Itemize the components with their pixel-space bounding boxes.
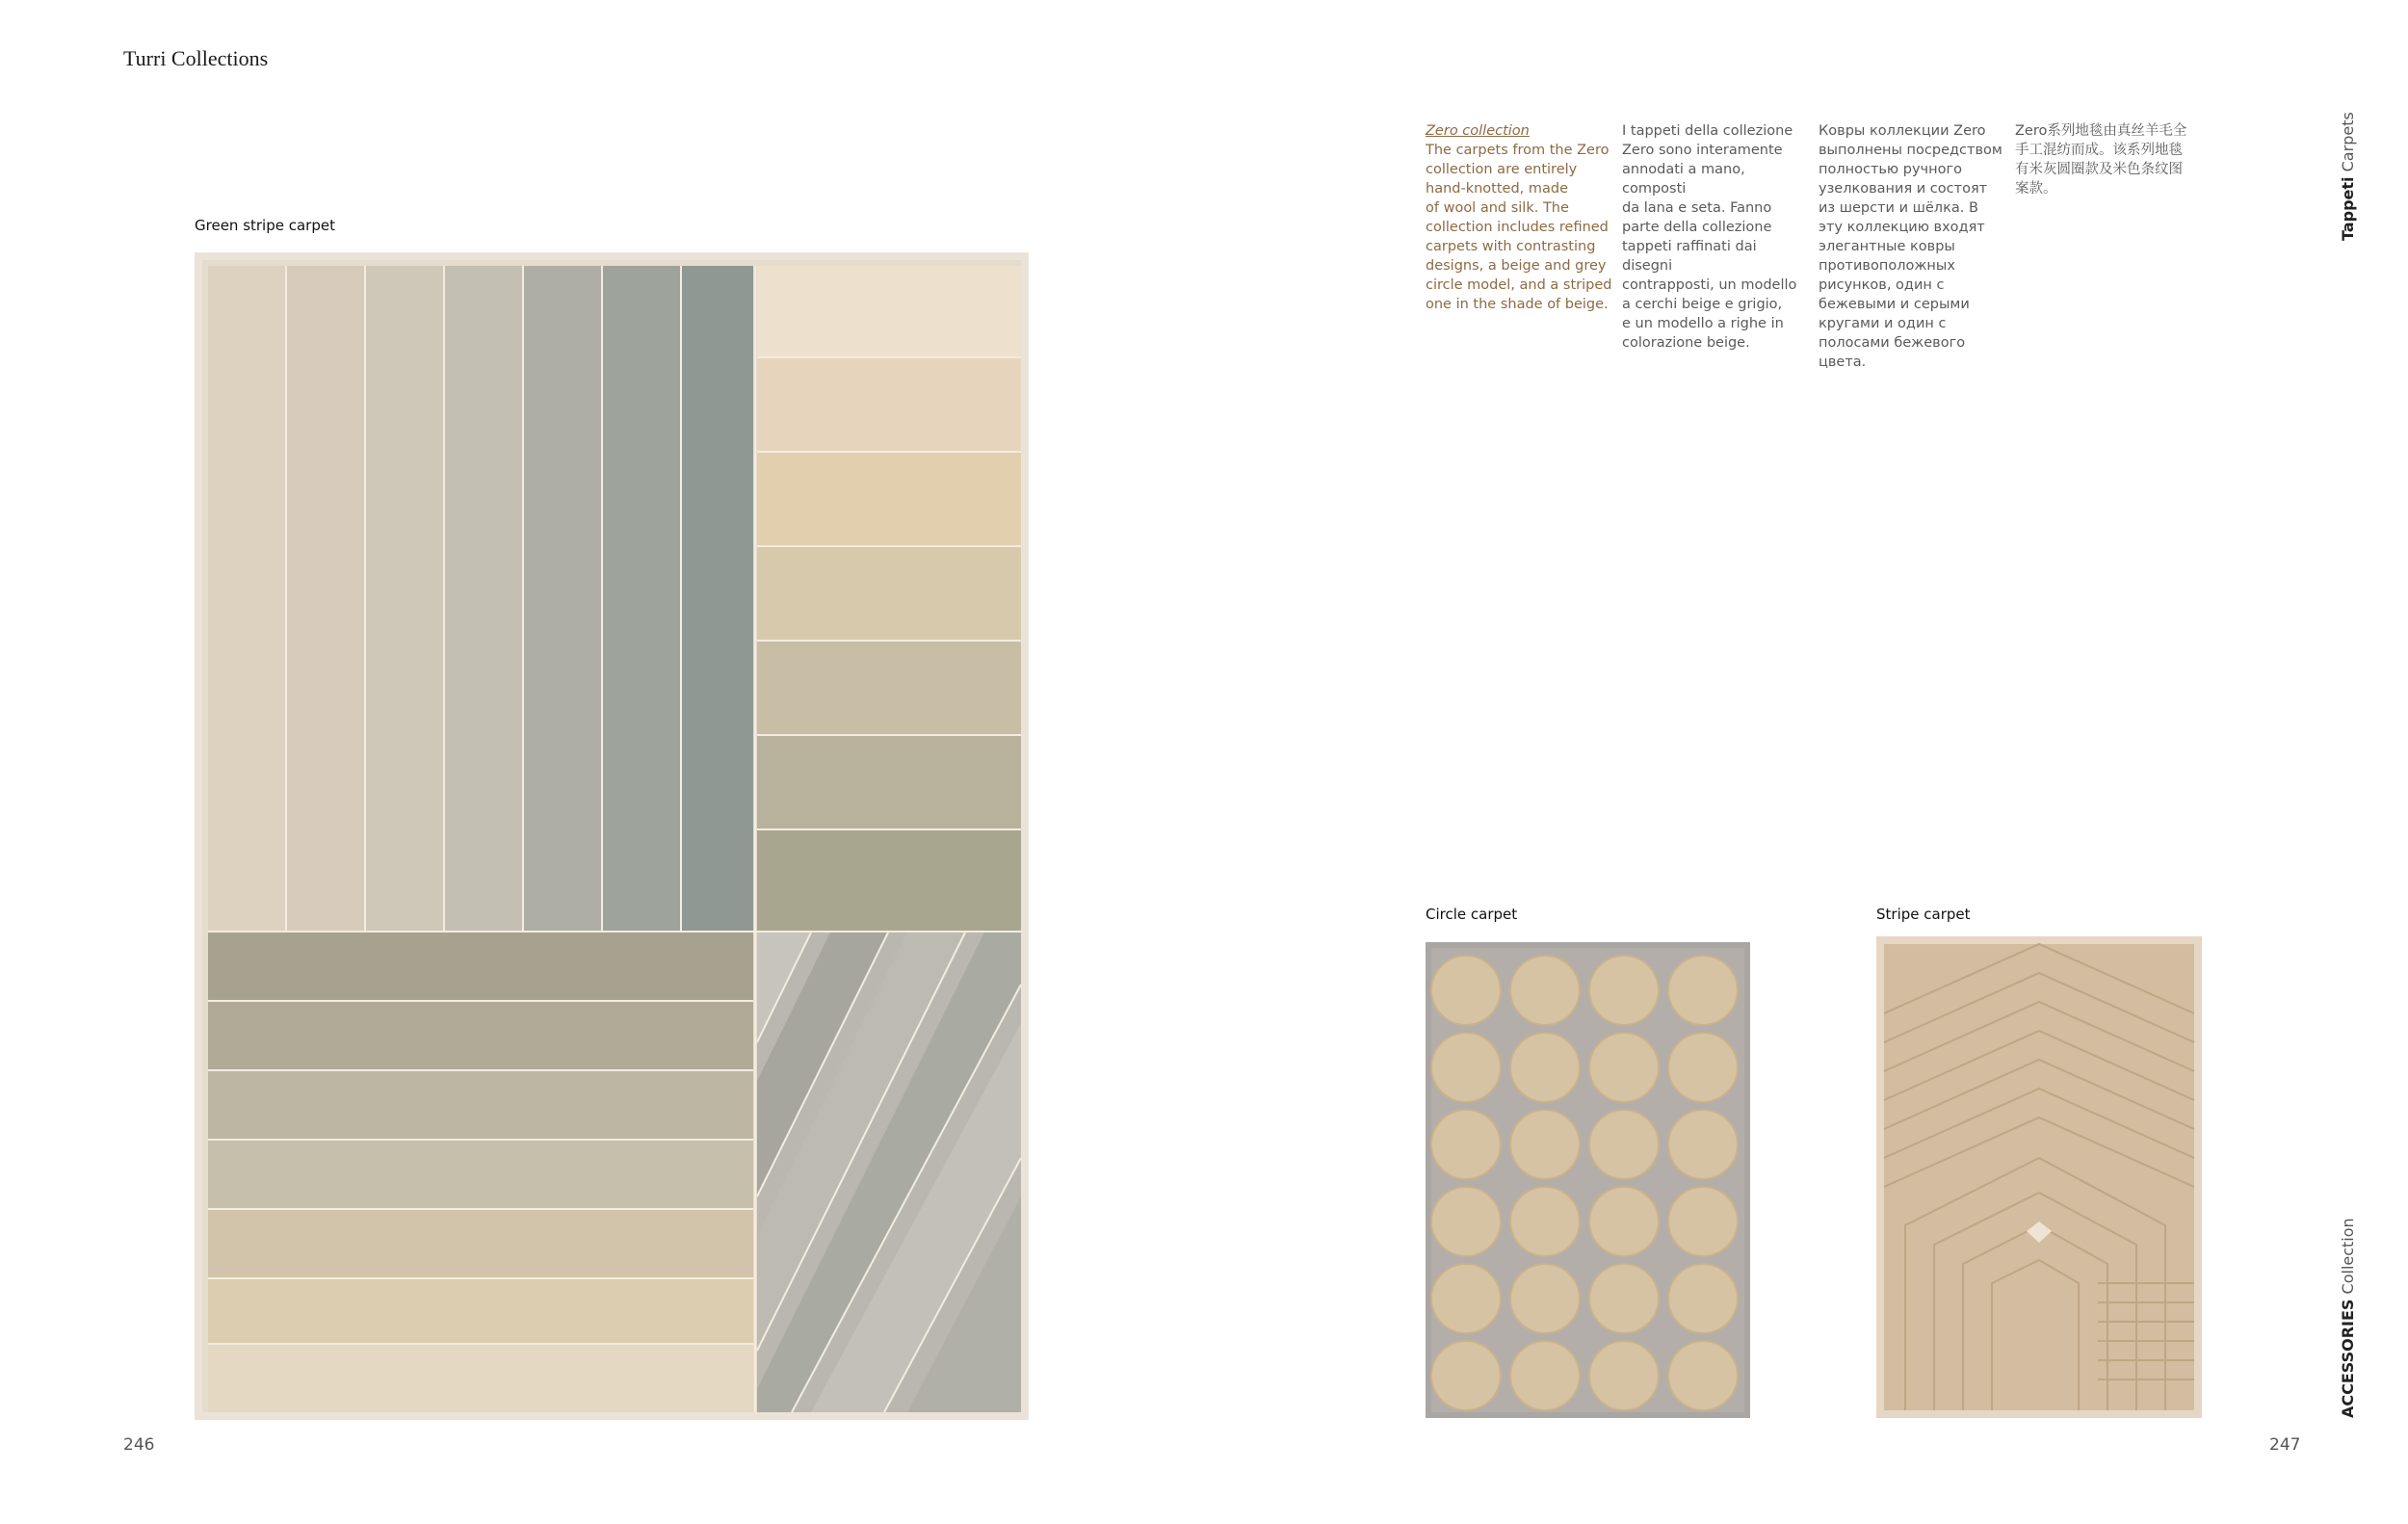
circle-carpet-illustration — [1426, 942, 1750, 1418]
circle-carpet-image — [1426, 942, 1750, 1418]
page-number-right: 247 — [2269, 1435, 2301, 1455]
side-tab-carpets — [2339, 112, 2357, 241]
stripe-carpet-image — [1876, 936, 2202, 1418]
stripe-carpet-label: Stripe carpet — [1876, 906, 1971, 923]
description-italian-body: I tappeti della collezione Zero sono interamente annodati a mano, composti da lana e seta. Fanno parte della collezione tappeti raffinati dai disegni contrapposti, un modello a cerchi beige e grigio, e un modello a righe in colorazione beige. — [1622, 123, 1797, 351]
side-tab-accessories-light: Collection — [2339, 1218, 2357, 1295]
green-stripe-carpet-illustration — [195, 252, 1029, 1420]
collection-title-link[interactable]: Zero collection — [1426, 123, 1530, 139]
description-italian — [1622, 121, 1810, 353]
brand-title: Turri Collections — [123, 46, 269, 70]
green-stripe-carpet-label: Green stripe carpet — [195, 217, 335, 234]
side-tab-accessories-bold: ACCESSORIES — [2339, 1299, 2357, 1418]
description-english-body: The carpets from the Zero collection are entirely hand-knotted, made of wool and silk. The collection includes refined carpets with contrasting designs, a beige and grey circle model, and a striped one in the shade of beige. — [1426, 143, 1612, 312]
page-number-left: 246 — [123, 1435, 155, 1455]
description-chinese-body: Zero系列地毯由真丝羊毛全 手工混纺而成。该系列地毯 有米灰圆圈款及米色条纹图 案款。 — [2015, 123, 2187, 197]
stripe-carpet-illustration — [1876, 936, 2202, 1418]
description-english — [1426, 121, 1613, 314]
description-russian-body: Ковры коллекции Zero выполнены посредством полностью ручного узелкования и состоят из шерсти и шёлка. В эту коллекцию входят элегантные ковры противоположных рисунков, один с бежевыми и серыми кругами и один с полосами бежевого цвета. — [1819, 123, 2002, 370]
description-chinese — [2015, 121, 2208, 198]
side-tab-carpets-bold: Tappeti — [2339, 176, 2357, 241]
side-tab-accessories — [2339, 1218, 2357, 1418]
green-stripe-carpet-image — [195, 252, 1029, 1420]
description-russian — [1819, 121, 2016, 372]
side-tab-carpets-light: Carpets — [2339, 112, 2357, 172]
circle-carpet-label: Circle carpet — [1426, 906, 1518, 923]
